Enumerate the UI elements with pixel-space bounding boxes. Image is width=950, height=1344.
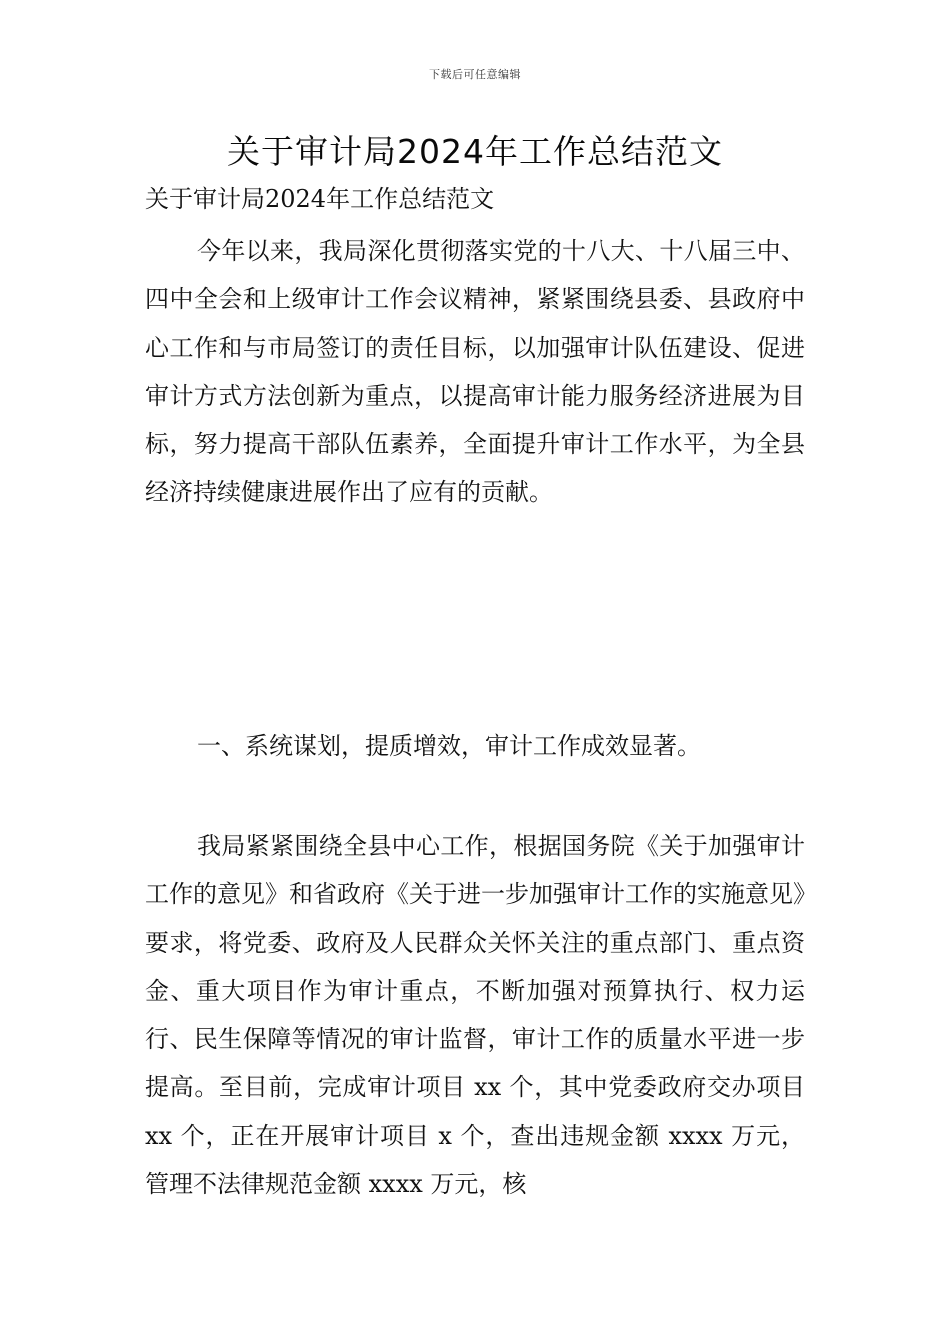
section-heading-1: 一、系统谋划，提质增效，审计工作成效显著。 xyxy=(197,732,701,760)
intro-paragraph: 今年以来，我局深化贯彻落实党的十八大、十八届三中、四中全会和上级审计工作会议精神，紧紧围绕县委、县政府中心工作和与市局签订的责任目标，以加强审计队伍建设、促进审计方式方法创新为重点，以提高审计能力服务经济进展为目标，努力提高干部队伍素养，全面提升审计工作水平，为全县经济持续健康进展作出了应有的贡献。 xyxy=(145,237,805,507)
document-subtitle: 关于审计局2024年工作总结范文 xyxy=(145,185,495,213)
section-paragraph-1: 我局紧紧围绕全县中心工作，根据国务院《关于加强审计工作的意见》和省政府《关于进一步加强审计工作的实施意见》要求，将党委、政府及人民群众关怀关注的重点部门、重点资金、重大项目作为审计重点，不断加强对预算执行、权力运行、民生保障等情况的审计监督，审计工作的质量水平进一步提高。至目前，完成审计项目 xx 个，其中党委政府交办项目 xx 个，正在开展审计项目 x 个，查出违规金额 xxxx 万元，管理不法律规范金额 xxxx 万元，核 xyxy=(145,832,805,1199)
header-note: 下载后可任意编辑 xyxy=(429,68,521,81)
document-title: 关于审计局2024年工作总结范文 xyxy=(227,132,723,171)
